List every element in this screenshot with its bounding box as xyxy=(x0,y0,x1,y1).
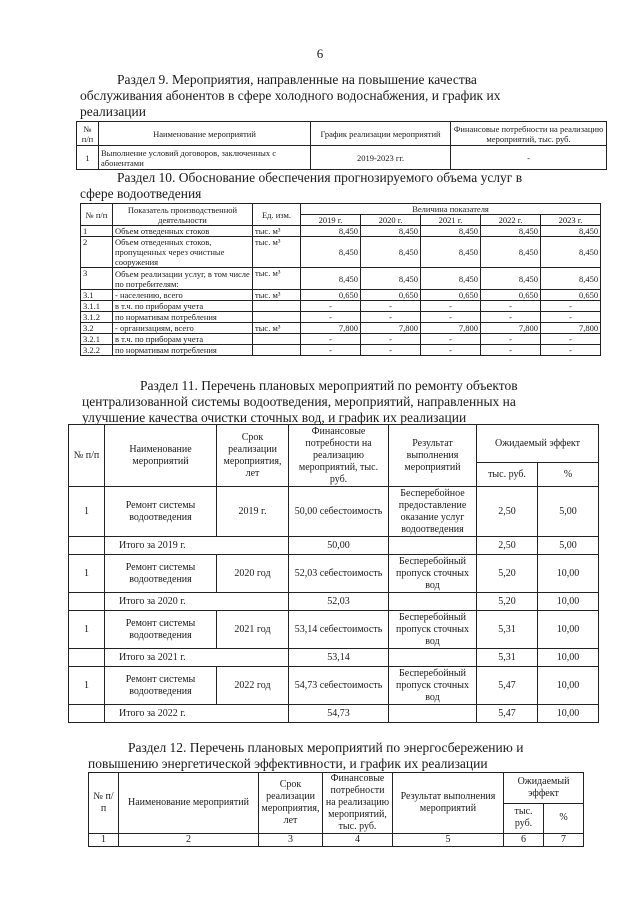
row-value: 8,450 xyxy=(421,237,481,268)
row-value: - xyxy=(481,345,541,356)
s10-header-num: № п/п xyxy=(81,204,113,226)
row-unit: тыс. м³ xyxy=(253,268,301,290)
table-row xyxy=(81,290,601,301)
s12-header-pct: % xyxy=(544,803,584,834)
row-value: - xyxy=(301,334,361,345)
row-value: - xyxy=(541,301,601,312)
empty-cell xyxy=(69,537,105,555)
column-number: 6 xyxy=(504,834,544,847)
row-term: 2022 год xyxy=(217,667,289,705)
empty-cell xyxy=(389,593,477,611)
row-value: - xyxy=(541,334,601,345)
row-unit: тыс. м³ xyxy=(253,323,301,334)
row-number: 3.2.2 xyxy=(81,345,113,356)
row-value: 0,650 xyxy=(361,290,421,301)
table-row xyxy=(81,323,601,334)
row-unit: тыс. м³ xyxy=(253,290,301,301)
s12-header-term: Срок реализации мероприятия, лет xyxy=(259,773,323,834)
total-effect-pct: 10,00 xyxy=(538,705,599,723)
s9-header-name: Наименование мероприятий xyxy=(99,122,311,146)
row-result: Бесперебойный пропуск сточных вод xyxy=(389,611,477,649)
total-label: Итого за 2021 г. xyxy=(105,649,289,667)
total-finance: 52,03 xyxy=(289,593,389,611)
table-row xyxy=(81,268,601,290)
row-value: 7,800 xyxy=(421,323,481,334)
row-name: Объем отведенных стоков xyxy=(113,226,253,237)
row-effect-rub: 5,47 xyxy=(477,667,538,705)
row-value: - xyxy=(481,312,541,323)
total-finance: 53,14 xyxy=(289,649,389,667)
row-result: Бесперебойный пропуск сточных вод xyxy=(389,555,477,593)
row-finance: 53,14 себестоимость xyxy=(289,611,389,649)
row-name: по нормативам потребления xyxy=(113,312,253,323)
column-number: 1 xyxy=(89,834,119,847)
empty-cell xyxy=(69,705,105,723)
s12-header-effect: Ожидаемый эффект xyxy=(504,773,584,804)
row-number: 1 xyxy=(69,667,105,705)
row-value: - xyxy=(301,312,361,323)
section-12-heading xyxy=(88,740,582,772)
s9-row-finance: - xyxy=(451,146,607,170)
total-effect-rub: 5,47 xyxy=(477,705,538,723)
row-term: 2021 год xyxy=(217,611,289,649)
column-number: 3 xyxy=(259,834,323,847)
s10-year-2019: 2019 г. xyxy=(301,215,361,226)
row-term: 2020 год xyxy=(217,555,289,593)
row-value: - xyxy=(361,301,421,312)
section-11-table xyxy=(68,424,599,723)
s10-header-name: Показатель производственной деятельности xyxy=(113,204,253,226)
table-row-total xyxy=(69,649,599,667)
section-10-heading-line-1: Раздел 10. Обоснование обеспечения прогнозируемого объема услуг в xyxy=(117,170,523,185)
section-10-table xyxy=(80,203,601,356)
row-value: - xyxy=(481,334,541,345)
row-unit xyxy=(253,334,301,345)
table-row-total xyxy=(69,537,599,555)
row-name: Объем отведенных стоков, пропущенных через очистные сооружения xyxy=(113,237,253,268)
row-unit xyxy=(253,345,301,356)
total-effect-rub: 5,31 xyxy=(477,649,538,667)
row-number: 3.1 xyxy=(81,290,113,301)
section-9-heading-line-2: обслуживания абонентов в сфере холодного водоснабжения, и график их xyxy=(80,88,501,103)
s11-header-effect: Ожидаемый эффект xyxy=(477,425,599,463)
s10-year-2023: 2023 г. xyxy=(541,215,601,226)
s11-header-result: Результат выполнения мероприятий xyxy=(389,425,477,487)
row-number: 2 xyxy=(81,237,113,268)
row-value: 8,450 xyxy=(301,237,361,268)
table-row xyxy=(69,555,599,593)
s11-header-rub: тыс. руб. xyxy=(477,463,538,487)
row-value: - xyxy=(481,301,541,312)
row-value: 8,450 xyxy=(481,226,541,237)
table-row xyxy=(69,611,599,649)
row-value: 8,450 xyxy=(421,268,481,290)
row-unit xyxy=(253,312,301,323)
row-effect-pct: 5,00 xyxy=(538,487,599,537)
row-value: - xyxy=(541,312,601,323)
table-row-numbering xyxy=(89,834,584,847)
table-row xyxy=(69,487,599,537)
row-value: 8,450 xyxy=(421,226,481,237)
s9-row-num: 1 xyxy=(77,146,99,170)
empty-cell xyxy=(389,537,477,555)
row-result: Бесперебойное предоставление оказание услуг водоотведения xyxy=(389,487,477,537)
total-label: Итого за 2020 г. xyxy=(105,593,289,611)
s9-header-schedule: График реализации мероприятий xyxy=(311,122,451,146)
row-value: 8,450 xyxy=(361,268,421,290)
column-number: 4 xyxy=(323,834,393,847)
table-row xyxy=(81,237,601,268)
s10-header-unit: Ед. изм. xyxy=(253,204,301,226)
total-effect-rub: 2,50 xyxy=(477,537,538,555)
row-name: Объем реализации услуг, в том числе по потребителям: xyxy=(113,268,253,290)
row-number: 1 xyxy=(69,487,105,537)
total-effect-pct: 10,00 xyxy=(538,649,599,667)
empty-cell xyxy=(69,593,105,611)
row-value: - xyxy=(361,345,421,356)
total-label: Итого за 2022 г. xyxy=(105,705,289,723)
row-value: 0,650 xyxy=(541,290,601,301)
row-value: - xyxy=(361,334,421,345)
row-value: 0,650 xyxy=(301,290,361,301)
row-value: 7,800 xyxy=(301,323,361,334)
total-finance: 50,00 xyxy=(289,537,389,555)
table-row xyxy=(69,667,599,705)
page-number: 6 xyxy=(316,46,324,61)
row-finance: 50,00 себестоимость xyxy=(289,487,389,537)
s10-header-value: Величина показателя xyxy=(301,204,601,215)
s12-header-rub: тыс. руб. xyxy=(504,803,544,834)
s10-year-2020: 2020 г. xyxy=(361,215,421,226)
row-name: Ремонт системы водоотведения xyxy=(105,487,217,537)
row-value: 8,450 xyxy=(541,268,601,290)
row-name: в т.ч. по приборам учета xyxy=(113,301,253,312)
row-value: - xyxy=(421,334,481,345)
row-value: - xyxy=(421,312,481,323)
row-number: 3.2.1 xyxy=(81,334,113,345)
row-number: 1 xyxy=(81,226,113,237)
column-number: 7 xyxy=(544,834,584,847)
s9-row-schedule: 2019-2023 гг. xyxy=(311,146,451,170)
column-number: 2 xyxy=(119,834,259,847)
row-number: 1 xyxy=(69,611,105,649)
table-row xyxy=(81,312,601,323)
s10-year-2021: 2021 г. xyxy=(421,215,481,226)
row-number: 3.1.1 xyxy=(81,301,113,312)
row-name: - населению, всего xyxy=(113,290,253,301)
row-effect-rub: 2,50 xyxy=(477,487,538,537)
row-value: 8,450 xyxy=(481,237,541,268)
row-finance: 54,73 себестоимость xyxy=(289,667,389,705)
row-value: 8,450 xyxy=(301,226,361,237)
section-9-heading-line-1: Раздел 9. Мероприятия, направленные на повышение качества xyxy=(117,72,477,87)
s10-year-2022: 2022 г. xyxy=(481,215,541,226)
table-row xyxy=(81,301,601,312)
table-row-total xyxy=(69,593,599,611)
column-number: 5 xyxy=(393,834,504,847)
row-value: - xyxy=(421,301,481,312)
row-value: 0,650 xyxy=(421,290,481,301)
row-value: 0,650 xyxy=(481,290,541,301)
total-effect-rub: 5,20 xyxy=(477,593,538,611)
row-value: 8,450 xyxy=(541,237,601,268)
row-value: - xyxy=(301,301,361,312)
row-value: 7,800 xyxy=(361,323,421,334)
row-value: - xyxy=(361,312,421,323)
row-number: 3.1.2 xyxy=(81,312,113,323)
row-effect-pct: 10,00 xyxy=(538,667,599,705)
section-12-heading-line-2: повышению энергетической эффективности, и график их реализации xyxy=(88,756,488,771)
row-name: Ремонт системы водоотведения xyxy=(105,555,217,593)
s9-header-finance: Финансовые потребности на реализацию мероприятий, тыс. руб. xyxy=(451,122,607,146)
section-9-heading-line-3: реализации xyxy=(80,104,146,119)
row-unit: тыс. м³ xyxy=(253,226,301,237)
row-value: - xyxy=(301,345,361,356)
row-value: 8,450 xyxy=(361,237,421,268)
section-12-heading-line-1: Раздел 12. Перечень плановых мероприятий по энергосбережению и xyxy=(128,740,524,755)
section-11-heading-line-2: централизованной системы водоотведения, мероприятий, направленных на xyxy=(82,394,516,409)
row-effect-pct: 10,00 xyxy=(538,555,599,593)
table-row xyxy=(81,334,601,345)
s11-header-num: № п/п xyxy=(69,425,105,487)
row-unit: тыс. м³ xyxy=(253,237,301,268)
row-number: 3 xyxy=(81,268,113,290)
section-11-heading-line-1: Раздел 11. Перечень плановых мероприятий по ремонту объектов xyxy=(140,378,518,393)
row-finance: 52,03 себестоимость xyxy=(289,555,389,593)
row-value: - xyxy=(541,345,601,356)
s11-header-finance: Финансовые потребности на реализацию мероприятий, тыс. руб. xyxy=(289,425,389,487)
row-name: Ремонт системы водоотведения xyxy=(105,611,217,649)
section-11-heading-line-3: улучшение качества очистки сточных вод, и график их реализации xyxy=(82,410,467,425)
empty-cell xyxy=(389,649,477,667)
row-term: 2019 г. xyxy=(217,487,289,537)
section-9-table xyxy=(76,121,607,170)
s12-header-name: Наименование мероприятий xyxy=(119,773,259,834)
row-number: 1 xyxy=(69,555,105,593)
total-finance: 54,73 xyxy=(289,705,389,723)
total-effect-pct: 10,00 xyxy=(538,593,599,611)
row-name: - организациям, всего xyxy=(113,323,253,334)
table-row-total xyxy=(69,705,599,723)
empty-cell xyxy=(69,649,105,667)
empty-cell xyxy=(389,705,477,723)
row-name: по нормативам потребления xyxy=(113,345,253,356)
total-label: Итого за 2019 г. xyxy=(105,537,289,555)
section-10-heading-line-2: сфере водоотведения xyxy=(80,186,202,201)
section-10-heading xyxy=(80,170,580,202)
row-name: в т.ч. по приборам учета xyxy=(113,334,253,345)
row-value: 7,800 xyxy=(481,323,541,334)
section-9-heading xyxy=(80,72,580,120)
table-row xyxy=(81,345,601,356)
row-value: 8,450 xyxy=(541,226,601,237)
row-result: Бесперебойный пропуск сточных вод xyxy=(389,667,477,705)
total-effect-pct: 5,00 xyxy=(538,537,599,555)
s11-header-term: Срок реализации мероприятия, лет xyxy=(217,425,289,487)
s9-row-name: Выполнение условий договоров, заключенных с абонентами xyxy=(99,146,311,170)
row-value: 8,450 xyxy=(301,268,361,290)
s9-header-num: № п/п xyxy=(77,122,99,146)
s12-header-result: Результат выполнения мероприятий xyxy=(393,773,504,834)
row-effect-rub: 5,31 xyxy=(477,611,538,649)
row-number: 3.2 xyxy=(81,323,113,334)
row-effect-rub: 5,20 xyxy=(477,555,538,593)
row-unit xyxy=(253,301,301,312)
row-name: Ремонт системы водоотведения xyxy=(105,667,217,705)
row-value: 8,450 xyxy=(481,268,541,290)
section-11-heading xyxy=(82,378,580,426)
s11-header-name: Наименование мероприятий xyxy=(105,425,217,487)
row-value: 7,800 xyxy=(541,323,601,334)
row-effect-pct: 10,00 xyxy=(538,611,599,649)
section-12-table xyxy=(88,772,584,847)
s12-header-finance: Финансовые потребности на реализацию мероприятий, тыс. руб. xyxy=(323,773,393,834)
s11-header-pct: % xyxy=(538,463,599,487)
table-row xyxy=(81,226,601,237)
row-value: - xyxy=(421,345,481,356)
row-value: 8,450 xyxy=(361,226,421,237)
s12-header-num: № п/п xyxy=(89,773,119,834)
